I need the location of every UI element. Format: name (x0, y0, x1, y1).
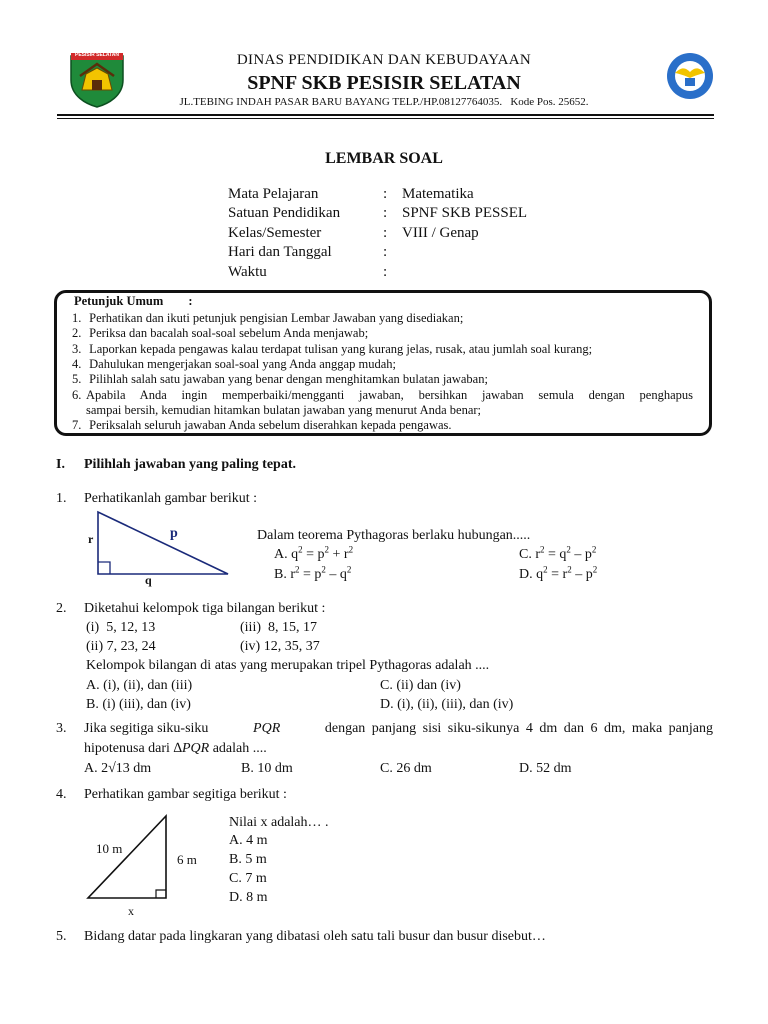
q1-option-a[interactable]: A. $q^2 = p^2 + r^2$ (274, 544, 354, 562)
q2-item-ii: (ii) 7, 23, 24 (86, 639, 156, 654)
q4-option-d[interactable]: D. 8 m (229, 890, 268, 905)
q2-item-iii: (iii) 8, 15, 17 (240, 620, 317, 635)
q1-option-c[interactable]: C. $r^2 = q^2 - p^2$ (519, 544, 597, 562)
header-rule-thin (57, 118, 714, 119)
info-value: VIII / Genap (402, 224, 479, 241)
petunjuk-num: 5. (72, 372, 82, 386)
q1-triangle-figure (84, 508, 234, 588)
petunjuk-num: 7. (72, 418, 82, 432)
institution-name: SPNF SKB PESISIR SELATAN (247, 72, 521, 94)
info-row (228, 205, 628, 224)
petunjuk-item (72, 357, 396, 372)
address: JL.TEBING INDAH PASAR BARU BAYANG TELP./HP.08127764035. Kode Pos. 25652. (179, 96, 589, 108)
info-label: Waktu (228, 263, 267, 280)
info-row (228, 186, 628, 205)
q4-triangle-figure (84, 812, 184, 906)
info-sep: : (383, 205, 388, 222)
info-value: SPNF SKB PESSEL (402, 205, 528, 222)
q5-text: Bidang datar pada lingkaran yang dibatasi oleh satu tali busur dan busur disebut… (84, 929, 546, 944)
header-rule-thick (57, 114, 714, 116)
info-row (228, 264, 628, 283)
q4-label-base: x (128, 904, 134, 918)
q3-line1-a: Jika segitiga siku-siku (84, 721, 209, 736)
q3-line2-a: hipotenusa dari ∆ (84, 741, 182, 756)
q3-line1 (84, 721, 713, 737)
q1-text: Perhatikanlah gambar berikut : (84, 491, 257, 506)
info-sep: : (383, 186, 388, 202)
petunjuk-item (72, 418, 452, 433)
petunjuk-text: Laporkan kepada pengawas kalau terdapat tulisan yang kurang jelas, rusak, atau jumlah soal kurang; (89, 342, 593, 356)
info-label: Kelas/Semester (228, 224, 322, 241)
petunjuk-heading (74, 294, 193, 309)
petunjuk-text: Apabila Anda ingin memperbaiki/mengganti jawaban, bersihkan jawaban semula dengan penghapus (86, 388, 693, 402)
q3-option-a[interactable]: A. 2√13 dm (84, 761, 152, 776)
petunjuk-text: Pilihlah salah satu jawaban yang benar dengan menghitamkan bulatan jawaban; (89, 372, 488, 386)
q2-number: 2. (56, 601, 67, 616)
info-row (228, 244, 628, 263)
q3-line1-var: PQR (253, 721, 281, 736)
section-title: Pilihlah jawaban yang paling tepat. (84, 457, 296, 472)
petunjuk-text: Periksalah seluruh jawaban Anda sebelum diserahkan kepada pengawas. (89, 418, 452, 432)
petunjuk-item (72, 311, 463, 326)
q4-text: Perhatikan gambar segitiga berikut : (84, 787, 287, 802)
q1-option-b[interactable]: B. $r^2 = p^2 - q^2$ (274, 564, 352, 582)
petunjuk-heading-colon: : (188, 294, 193, 308)
q4-label-side: 6 m (177, 852, 197, 867)
left-logo (68, 50, 126, 108)
petunjuk-item-cont: sampai bersih, kemudian hitamkan bulatan jawaban yang menurut Anda benar; (86, 403, 482, 417)
q2-option-a[interactable]: A. (i), (ii), dan (iii) (86, 678, 193, 693)
info-label: Hari dan Tanggal (228, 244, 332, 261)
q2-item-i: (i) 5, 12, 13 (86, 620, 156, 635)
q1-option-d[interactable]: D. $q^2 = r^2 - p^2$ (519, 564, 598, 582)
q4-question: Nilai x adalah… . (229, 815, 329, 830)
q1-label-q: q (145, 573, 152, 587)
page-title: LEMBAR SOAL (325, 150, 443, 167)
left-logo-text: PESISIR SELATAN (75, 52, 119, 58)
q4-option-a[interactable]: A. 4 m (229, 833, 268, 848)
section-num: I. (56, 457, 65, 472)
info-row (228, 225, 628, 244)
petunjuk-num: 1. (72, 311, 82, 325)
q2-option-b[interactable]: B. (i) (iii), dan (iv) (86, 697, 191, 712)
q4-option-c[interactable]: C. 7 m (229, 871, 267, 886)
q3-line2 (84, 741, 267, 757)
q4-option-b[interactable]: B. 5 m (229, 852, 267, 867)
petunjuk-text: Perhatikan dan ikuti petunjuk pengisian Lembar Jawaban yang disediakan; (89, 311, 464, 325)
petunjuk-num: 3. (72, 342, 82, 356)
petunjuk-heading-text: Petunjuk Umum (74, 294, 164, 308)
q4-number: 4. (56, 787, 67, 802)
info-sep: : (383, 263, 388, 280)
q3-number: 3. (56, 721, 67, 736)
q2-option-d[interactable]: D. (i), (ii), (iii), dan (iv) (380, 697, 514, 712)
petunjuk-text: Dahulukan mengerjakan soal-soal yang Anda anggap mudah; (89, 357, 396, 371)
petunjuk-item (72, 342, 592, 357)
q3-option-d[interactable]: D. 52 dm (519, 761, 572, 776)
q4-label-hyp: 10 m (96, 841, 123, 856)
q1-number: 1. (56, 491, 67, 506)
petunjuk-text: Periksa dan bacalah soal-soal sebelum Anda menjawab; (89, 326, 369, 340)
q3-line1-b: dengan panjang sisi siku-sikunya 4 dm dan 6 dm, maka panjang (324, 721, 713, 736)
q2-text: Diketahui kelompok tiga bilangan berikut : (84, 601, 326, 616)
q5-number: 5. (56, 929, 67, 944)
q1-label-p: p (170, 526, 178, 541)
info-label: Mata Pelajaran (228, 186, 319, 202)
info-sep: : (383, 224, 388, 241)
info-value: Matematika (402, 186, 474, 202)
q1-stem: Dalam teorema Pythagoras berlaku hubungan..... (257, 528, 531, 543)
q2-item-iv: (iv) 12, 35, 37 (240, 639, 320, 654)
petunjuk-num: 2. (72, 326, 82, 340)
q1-label-r: r (88, 532, 94, 546)
q2-option-c[interactable]: C. (ii) dan (iv) (380, 678, 461, 693)
petunjuk-num: 4. (72, 357, 82, 371)
section-heading (56, 457, 296, 473)
info-table (228, 186, 628, 283)
q3-line2-var: PQR (182, 741, 210, 756)
tutwuri-logo (664, 52, 716, 100)
petunjuk-num: 6. (72, 388, 82, 402)
petunjuk-item (72, 372, 488, 387)
q3-option-c[interactable]: C. 26 dm (380, 761, 432, 776)
info-sep: : (383, 244, 388, 261)
q3-line2-b: adalah .... (212, 741, 267, 756)
info-label: Satuan Pendidikan (228, 205, 341, 222)
q3-option-b[interactable]: B. 10 dm (241, 761, 293, 776)
agency-name: DINAS PENDIDIKAN DAN KEBUDAYAAN (236, 52, 532, 68)
q2-question: Kelompok bilangan di atas yang merupakan tripel Pythagoras adalah .... (86, 658, 490, 673)
petunjuk-item (72, 326, 368, 341)
